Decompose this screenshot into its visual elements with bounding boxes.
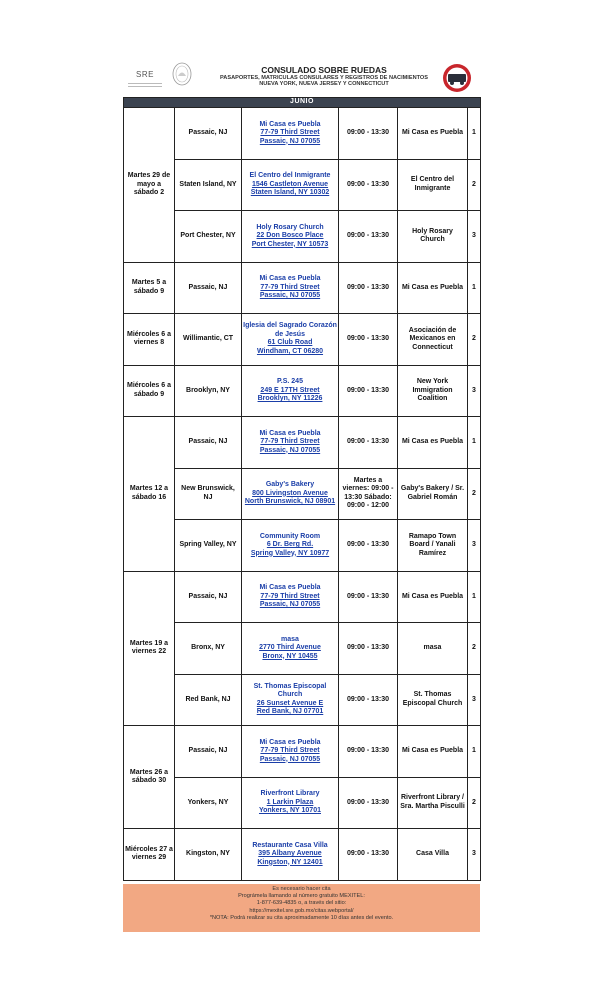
address-link[interactable]: 22 Don Bosco Place — [256, 232, 324, 239]
location-name: St. Thomas Episcopal Church — [253, 682, 327, 699]
hours-cell: 09:00 - 13:30 — [339, 829, 398, 881]
schedule-row — [124, 314, 481, 366]
schedule-row — [124, 108, 481, 160]
unit-number-cell: 2 — [468, 159, 481, 211]
location-cell — [242, 571, 339, 623]
notice-line: 1-877-639-4835 o, a través del sitio: — [256, 900, 347, 907]
organization-cell: Casa Villa — [398, 829, 468, 881]
schedule-row — [124, 829, 481, 881]
address-link[interactable]: 77-79 Third Street — [260, 592, 320, 600]
date-range-cell: Martes 5 a sábado 9 — [124, 262, 175, 314]
location-cell — [242, 468, 339, 520]
location-name: Mi Casa es Puebla — [259, 120, 321, 128]
city-cell: Brooklyn, NY — [175, 365, 242, 417]
address-link[interactable]: 249 E 17TH Street — [260, 386, 320, 394]
location-name: El Centro del Inmigrante — [249, 172, 331, 179]
hours-cell: 09:00 - 13:30 — [339, 777, 398, 829]
unit-number-cell: 3 — [468, 829, 481, 881]
address-city-link[interactable]: Windham, CT 06280 — [256, 347, 324, 355]
schedule-row — [124, 777, 481, 829]
unit-number-cell: 1 — [468, 571, 481, 623]
city-cell: Passaic, NJ — [175, 262, 242, 314]
location-cell — [242, 108, 339, 160]
date-range-cell: Miércoles 6 a sábado 9 — [124, 365, 175, 417]
notice-line: Prográmela llamando al número gratuito MEXITEL: — [238, 893, 365, 900]
city-cell: Staten Island, NY — [175, 159, 242, 211]
city-cell: Passaic, NJ — [175, 417, 242, 469]
unit-number-cell: 1 — [468, 417, 481, 469]
organization-cell: Asociación de Mexicanos en Connecticut — [398, 314, 468, 366]
hours-cell: 09:00 - 13:30 — [339, 674, 398, 726]
location-cell — [242, 159, 339, 211]
city-cell: Kingston, NY — [175, 829, 242, 881]
unit-number-cell: 1 — [468, 262, 481, 314]
location-cell — [242, 365, 339, 417]
organization-cell: Mi Casa es Puebla — [398, 571, 468, 623]
hours-cell: 09:00 - 13:30 — [339, 159, 398, 211]
location-cell — [242, 211, 339, 263]
unit-number-cell: 1 — [468, 108, 481, 160]
hours-cell: 09:00 - 13:30 — [339, 417, 398, 469]
address-city-link[interactable]: Passaic, NJ 07055 — [259, 446, 321, 454]
sre-logo-lines — [126, 81, 164, 91]
schedule-row — [124, 159, 481, 211]
location-name: Iglesia del Sagrado Corazón de Jesús — [243, 322, 337, 338]
schedule-row — [124, 674, 481, 726]
schedule-row — [124, 365, 481, 417]
unit-number-cell: 1 — [468, 726, 481, 778]
services-subtitle: PASAPORTES, MATRICULAS CONSULARES Y REGISTROS DE NACIMIENTOS — [219, 75, 429, 81]
hours-cell: 09:00 - 13:30 — [339, 520, 398, 572]
location-name: Mi Casa es Puebla — [259, 429, 321, 437]
location-cell — [242, 262, 339, 314]
location-cell — [242, 829, 339, 881]
consulate-title: CONSULADO SOBRE RUEDAS — [261, 65, 387, 75]
address-link[interactable]: 800 Livingston Avenue — [252, 489, 328, 497]
hours-cell: 09:00 - 13:30 — [339, 726, 398, 778]
address-city-link[interactable]: Red Bank, NJ 07701 — [256, 708, 324, 716]
location-cell — [242, 417, 339, 469]
address-city-link[interactable]: Passaic, NJ 07055 — [259, 601, 321, 608]
organization-cell: Riverfront Library / Sra. Martha Pisculli — [398, 777, 468, 829]
unit-number-cell: 2 — [468, 777, 481, 829]
organization-cell: St. Thomas Episcopal Church — [398, 674, 468, 726]
address-link[interactable]: 2770 Third Avenue — [259, 644, 321, 651]
address-city-link[interactable]: Kingston, NY 12401 — [257, 858, 323, 866]
address-link[interactable]: 6 Dr. Berg Rd. — [266, 541, 314, 548]
location-cell — [242, 314, 339, 366]
address-link[interactable]: 61 Club Road — [267, 339, 313, 347]
location-cell — [242, 674, 339, 726]
address-city-link[interactable]: Spring Valley, NY 10977 — [250, 549, 330, 557]
location-name: Mi Casa es Puebla — [259, 738, 321, 746]
organization-cell: Mi Casa es Puebla — [398, 108, 468, 160]
date-range-cell: Martes 29 de mayo a sábado 2 — [124, 108, 175, 263]
city-cell: Willimantic, CT — [175, 314, 242, 366]
schedule-row — [124, 520, 481, 572]
date-range-cell: Miércoles 27 a viernes 29 — [124, 829, 175, 881]
organization-cell: Mi Casa es Puebla — [398, 262, 468, 314]
address-city-link[interactable]: Passaic, NJ 07055 — [259, 755, 321, 763]
address-link[interactable]: 395 Albany Avenue — [258, 850, 322, 857]
address-link[interactable]: 77-79 Third Street — [260, 747, 320, 754]
location-name: Riverfront Library — [260, 790, 320, 797]
organization-cell: New York Immigration Coalition — [398, 365, 468, 417]
hours-cell: 09:00 - 13:30 — [339, 108, 398, 160]
appointment-notice — [123, 884, 480, 932]
date-range-cell: Martes 19 a viernes 22 — [124, 571, 175, 726]
address-city-link[interactable]: Passaic, NJ 07055 — [259, 292, 321, 299]
location-cell — [242, 623, 339, 675]
city-cell: Passaic, NJ — [175, 726, 242, 778]
location-name: P.S. 245 — [277, 378, 303, 385]
schedule-row — [124, 571, 481, 623]
address-link[interactable]: 1 Larkin Plaza — [266, 798, 314, 806]
date-range-cell: Martes 26 a sábado 30 — [124, 726, 175, 829]
address-link[interactable]: 77-79 Third Street — [260, 283, 320, 291]
address-city-link[interactable]: Bronx, NY 10455 — [262, 652, 318, 660]
schedule-row — [124, 623, 481, 675]
address-city-link[interactable]: Brooklyn, NY 11226 — [257, 395, 323, 402]
city-cell: Passaic, NJ — [175, 571, 242, 623]
unit-number-cell: 2 — [468, 314, 481, 366]
address-city-link[interactable]: Yonkers, NY 10701 — [258, 807, 321, 814]
unit-number-cell: 2 — [468, 623, 481, 675]
address-city-link[interactable]: Staten Island, NY 10302 — [250, 189, 330, 196]
city-cell: Red Bank, NJ — [175, 674, 242, 726]
location-name: Community Room — [259, 532, 321, 540]
location-name: Gaby's Bakery — [265, 481, 315, 488]
hours-cell: 09:00 - 13:30 — [339, 365, 398, 417]
organization-cell: El Centro del Inmigrante — [398, 159, 468, 211]
schedule-row — [124, 417, 481, 469]
organization-cell: Ramapo Town Board / Yanali Ramírez — [398, 520, 468, 572]
hours-cell: 09:00 - 13:30 — [339, 314, 398, 366]
city-cell: Bronx, NY — [175, 623, 242, 675]
consulado-sobre-ruedas-logo-icon — [442, 63, 472, 93]
address-link[interactable]: 1546 Castleton Avenue — [251, 180, 329, 188]
notice-line: Es necesario hacer cita — [272, 886, 331, 892]
city-cell: Port Chester, NY — [175, 211, 242, 263]
month-header-row — [124, 98, 481, 108]
schedule-row — [124, 262, 481, 314]
schedule-row — [124, 726, 481, 778]
location-name: masa — [281, 635, 299, 643]
location-name: Restaurante Casa Villa — [252, 841, 328, 849]
unit-number-cell: 3 — [468, 674, 481, 726]
location-cell — [242, 777, 339, 829]
notice-note: *NOTA: Podrá realizar su cita aproximadamente 10 días antes del evento. — [209, 914, 394, 921]
address-link[interactable]: 26 Sunset Avenue E — [256, 699, 324, 707]
schedule-row — [124, 211, 481, 263]
address-city-link[interactable]: Passaic, NJ 07055 — [259, 137, 321, 145]
address-link[interactable]: 77-79 Third Street — [260, 129, 320, 136]
region-subtitle: NUEVA YORK, NUEVA JERSEY Y CONNECTICUT — [259, 81, 389, 87]
city-cell: New Brunswick, NJ — [175, 468, 242, 520]
hours-cell: 09:00 - 13:30 — [339, 211, 398, 263]
mexico-seal-icon — [171, 61, 193, 87]
document-header — [124, 60, 480, 94]
organization-cell: Gaby's Bakery / Sr. Gabriel Román — [398, 468, 468, 520]
hours-cell: 09:00 - 13:30 — [339, 623, 398, 675]
sre-logo-text: SRE — [136, 70, 154, 79]
organization-cell: masa — [398, 623, 468, 675]
location-name: Mi Casa es Puebla — [259, 275, 321, 282]
city-cell: Passaic, NJ — [175, 108, 242, 160]
organization-cell: Holy Rosary Church — [398, 211, 468, 263]
date-range-cell: Miércoles 6 a viernes 8 — [124, 314, 175, 366]
city-cell: Spring Valley, NY — [175, 520, 242, 572]
location-name: Holy Rosary Church — [256, 223, 324, 231]
hours-cell: 09:00 - 13:30 — [339, 262, 398, 314]
organization-cell: Mi Casa es Puebla — [398, 417, 468, 469]
unit-number-cell: 3 — [468, 365, 481, 417]
unit-number-cell: 3 — [468, 520, 481, 572]
hours-cell: Martes a viernes: 09:00 - 13:30 Sábado: 09:00 - 12:00 — [339, 468, 398, 520]
unit-number-cell: 3 — [468, 211, 481, 263]
organization-cell: Mi Casa es Puebla — [398, 726, 468, 778]
schedule-row — [124, 468, 481, 520]
date-range-cell: Martes 12 a sábado 16 — [124, 417, 175, 572]
location-name: Mi Casa es Puebla — [259, 584, 321, 591]
unit-number-cell: 2 — [468, 468, 481, 520]
address-city-link[interactable]: North Brunswick, NJ 08901 — [244, 498, 336, 505]
mexitel-url[interactable]: https://mexitel.sre.gob.mx/citas.webportal/ — [249, 907, 354, 914]
location-cell — [242, 726, 339, 778]
hours-cell: 09:00 - 13:30 — [339, 571, 398, 623]
address-link[interactable]: 77-79 Third Street — [260, 438, 320, 445]
location-cell — [242, 520, 339, 572]
schedule-table — [123, 97, 481, 881]
city-cell: Yonkers, NY — [175, 777, 242, 829]
address-city-link[interactable]: Port Chester, NY 10573 — [251, 240, 329, 248]
sre-logo — [126, 64, 170, 90]
month-label: JUNIO — [124, 98, 481, 108]
